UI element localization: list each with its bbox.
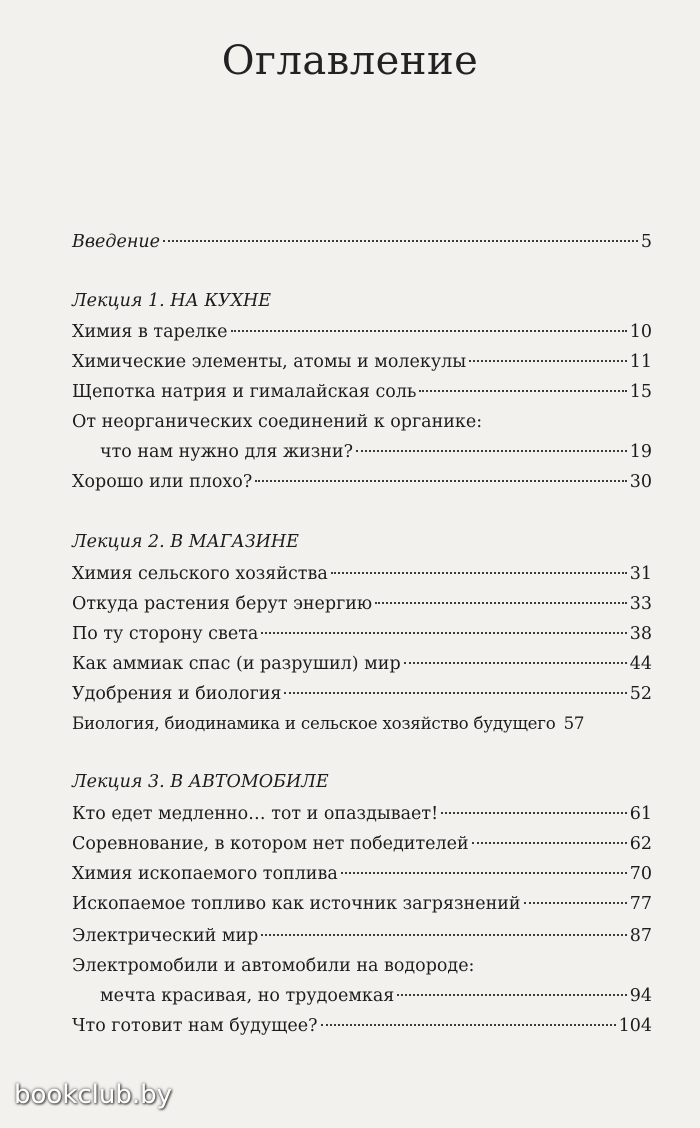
toc-entry-label: Кто едет медленно… тот и опаздывает!: [72, 804, 439, 824]
page-title: Оглавление: [221, 38, 479, 84]
dot-leader: [321, 1024, 616, 1026]
dot-leader: [404, 662, 627, 664]
toc-entry-label[interactable]: От неорганических соединений к органике:: [72, 412, 483, 432]
toc-page-number: 104: [618, 1016, 652, 1036]
dot-leader: [284, 692, 626, 694]
toc-entry[interactable]: [72, 318, 652, 346]
toc-entry-label: Хорошо или плохо?: [72, 472, 253, 492]
dot-leader: [469, 360, 627, 362]
toc-entry-label: Электрический мир: [72, 926, 259, 946]
toc-page-number: 19: [629, 442, 652, 462]
toc-entry[interactable]: [72, 860, 652, 888]
toc-entry-label: Щепотка натрия и гималайская соль: [72, 382, 417, 402]
toc-entry-label: Химия ископаемого топлива: [72, 864, 338, 884]
toc-entry[interactable]: [72, 922, 652, 950]
toc-entry-label: Соревнование, в котором нет победителей: [72, 834, 469, 854]
toc-page-number: 44: [629, 654, 652, 674]
toc-entry[interactable]: [72, 468, 652, 496]
toc-page-number: 70: [629, 864, 652, 884]
dot-leader: [356, 450, 627, 452]
toc-entry[interactable]: [72, 710, 652, 738]
toc-page-number: 57: [563, 714, 585, 733]
toc-entry[interactable]: [72, 890, 652, 918]
toc-entry[interactable]: [72, 680, 652, 708]
toc-page-number: 30: [629, 472, 652, 492]
lecture-2-heading: Лекция 2. В МАГАЗИНЕ: [72, 532, 299, 552]
dot-leader: [397, 994, 626, 996]
dot-leader: [375, 602, 627, 604]
toc-entry[interactable]: [72, 1012, 652, 1040]
toc-entry-label: Что готовит нам будущее?: [72, 1016, 318, 1036]
toc-entry-label: Химия сельского хозяйства: [72, 564, 328, 584]
toc-entry[interactable]: [72, 982, 652, 1010]
toc-entry-label: Химические элементы, атомы и молекулы: [72, 352, 467, 372]
watermark: bookclub.by: [14, 1080, 173, 1110]
dot-leader: [419, 390, 626, 392]
toc-entry-label: Удобрения и биология: [72, 684, 282, 704]
dot-leader: [261, 632, 626, 634]
toc-entry[interactable]: [72, 438, 652, 466]
dot-leader: [163, 240, 638, 242]
toc-entry-label: Биология, биодинамика и сельское хозяйство будущего: [72, 714, 556, 733]
toc-entry[interactable]: [72, 560, 652, 588]
dot-leader: [441, 812, 627, 814]
dot-leader: [255, 480, 627, 482]
toc-page-number: 11: [629, 352, 652, 372]
toc-page-number: 77: [629, 894, 652, 914]
toc-entry-introduction[interactable]: [72, 228, 652, 256]
toc-page-number: 10: [629, 322, 652, 342]
toc-entry[interactable]: [72, 590, 652, 618]
lecture-1-heading: Лекция 1. НА КУХНЕ: [72, 291, 272, 311]
toc-entry-label-continued: мечта красивая, но трудоемкая: [100, 986, 395, 1006]
toc-page-number: 62: [629, 834, 652, 854]
dot-leader: [261, 934, 626, 936]
toc-entry[interactable]: [72, 378, 652, 406]
toc-entry[interactable]: [72, 800, 652, 828]
toc-page-number: 38: [629, 624, 652, 644]
toc-page-number: 15: [629, 382, 652, 402]
dot-leader: [472, 842, 627, 844]
toc-entry-label: Ископаемое топливо как источник загрязнений: [72, 894, 521, 914]
toc-page-number: 33: [629, 594, 652, 614]
dot-leader: [524, 902, 627, 904]
dot-leader: [341, 872, 627, 874]
toc-page-number: 52: [629, 684, 652, 704]
toc-entry[interactable]: [72, 348, 652, 376]
dot-leader: [331, 572, 627, 574]
toc-entry[interactable]: [72, 620, 652, 648]
toc-page-number: 94: [629, 986, 652, 1006]
dot-leader: [231, 330, 627, 332]
toc-entry-label[interactable]: Электромобили и автомобили на водороде:: [72, 956, 475, 976]
toc-page-number: 5: [640, 232, 652, 252]
toc-entry-label: Откуда растения берут энергию: [72, 594, 373, 614]
toc-entry-label: Как аммиак спас (и разрушил) мир: [72, 654, 401, 674]
lecture-3-heading: Лекция 3. В АВТОМОБИЛЕ: [72, 772, 329, 792]
toc-page-number: 31: [629, 564, 652, 584]
toc-entry[interactable]: [72, 650, 652, 678]
toc-page-number: 61: [629, 804, 652, 824]
toc-entry-label: Химия в тарелке: [72, 322, 228, 342]
toc-page-number: 87: [629, 926, 652, 946]
toc-entry[interactable]: [72, 830, 652, 858]
toc-entry-label: По ту сторону света: [72, 624, 259, 644]
toc-entry-label-continued: что нам нужно для жизни?: [100, 442, 353, 462]
toc-entry-label: Введение: [72, 232, 161, 252]
